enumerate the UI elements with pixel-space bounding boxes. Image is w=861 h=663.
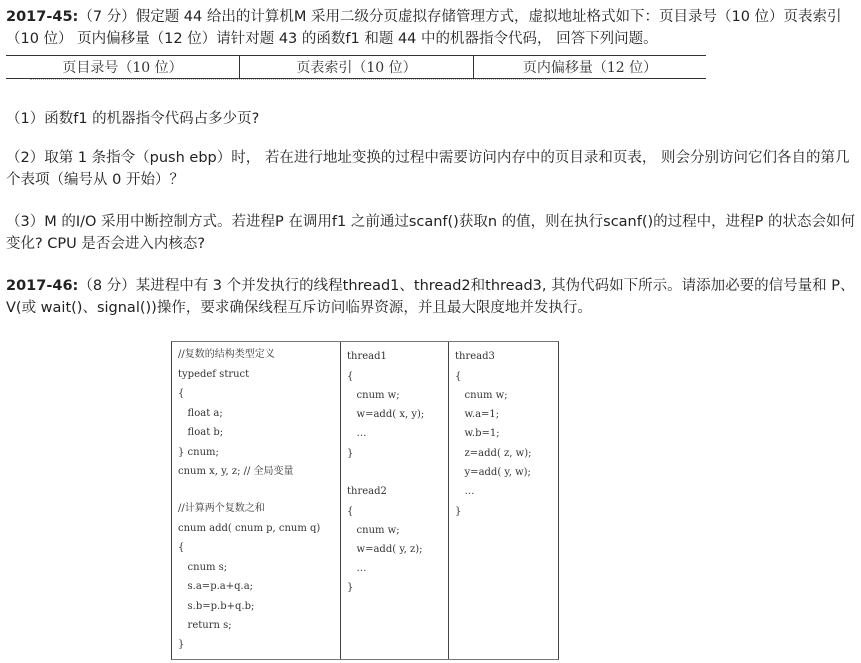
q46-text: （8 分）某进程中有 3 个并发执行的线程thread1、thread2和thread3, 其伪代码如下所示。请添加必要的信号量和 P、V(或 wait()、signal())操作，要求确保线程互斥访问临界资源，并且最大限度地并发执行。: [6, 278, 855, 316]
code-line: }: [178, 639, 185, 650]
code-line: thread1: [347, 351, 387, 362]
code-line: y=add( y, w);: [455, 467, 531, 478]
code-line: } cnum;: [178, 447, 219, 458]
code-line: cnum x, y, z; // 全局变量: [178, 466, 294, 477]
code-line: thread2: [347, 486, 387, 497]
page-table-index-cell: 页表索引（10 位）: [240, 56, 474, 78]
code-line: float b;: [178, 427, 224, 438]
page-directory-cell: 页目录号（10 位）: [6, 56, 240, 78]
code-line: cnum s;: [178, 562, 228, 573]
q45-sub1: （1）函数f1 的机器指令代码占多少页?: [6, 111, 260, 127]
code-line: s.b=p.b+q.b;: [178, 601, 255, 612]
code-line: {: [178, 542, 185, 553]
code-line: w.a=1;: [455, 409, 500, 420]
q45-intro: [6, 6, 856, 50]
code-line: typedef struct: [178, 369, 250, 380]
code-line: {: [455, 371, 462, 382]
code-line: float a;: [178, 408, 223, 419]
code-line: w=add( y, z);: [347, 544, 423, 555]
cut-off-text-line: [30, 79, 550, 83]
code-column-struct: [172, 342, 341, 659]
q45-id: 2017-45:: [6, 9, 79, 25]
code-line: {: [347, 371, 354, 382]
code-line: }: [347, 582, 354, 593]
code-line: s.a=p.a+q.a;: [178, 581, 254, 592]
q45-sub3: （3）M 的I/O 采用中断控制方式。若进程P 在调用f1 之前通过scanf()获取n 的值，则在执行scanf()的过程中，进程P 的状态会如何变化? CPU 是否会进入内核态?: [6, 214, 856, 252]
code-line: //复数的结构类型定义: [178, 349, 275, 360]
q45-text: （7 分）假定题 44 给出的计算机M 采用二级分页虚拟存储管理方式，虚拟地址格式如下：页目录号（10 位）页表索引（10 位） 页内偏移量（12 位）请针对题 43 的函数f1 和题 44 中的机器指令代码， 回答下列问题。: [6, 9, 842, 47]
code-line: …: [347, 428, 367, 439]
q46-id: 2017-46:: [6, 278, 79, 294]
code-line: thread3: [455, 351, 495, 362]
code-line: w.b=1;: [455, 428, 500, 439]
code-line: …: [455, 486, 475, 497]
code-line: }: [455, 506, 462, 517]
code-line: cnum add( cnum p, cnum q): [178, 523, 321, 534]
page-offset-cell: 页内偏移量（12 位）: [522, 60, 658, 76]
code-line: {: [347, 506, 354, 517]
code-line: return s;: [178, 620, 232, 631]
pseudocode-figure: [171, 341, 559, 660]
code-line: }: [347, 448, 354, 459]
code-line: w=add( x, y);: [347, 409, 425, 420]
q45-sub2: （2）取第 1 条指令（push ebp）时， 若在进行地址变换的过程中需要访问内存中的页目录和页表， 则会分别访问它们各自的第几个表项（编号从 0 开始）？: [6, 150, 850, 188]
address-format-table: [6, 55, 706, 79]
q46-intro: [6, 275, 856, 319]
code-column-thread1-thread2: [342, 342, 449, 659]
code-line: cnum w;: [347, 390, 400, 401]
code-line: cnum w;: [347, 525, 400, 536]
code-line: z=add( z, w);: [455, 448, 532, 459]
code-line: //计算两个复数之和: [178, 503, 265, 514]
code-line: cnum w;: [455, 390, 508, 401]
code-column-thread3: [450, 342, 557, 659]
code-line: {: [178, 388, 185, 399]
code-line: …: [347, 563, 367, 574]
